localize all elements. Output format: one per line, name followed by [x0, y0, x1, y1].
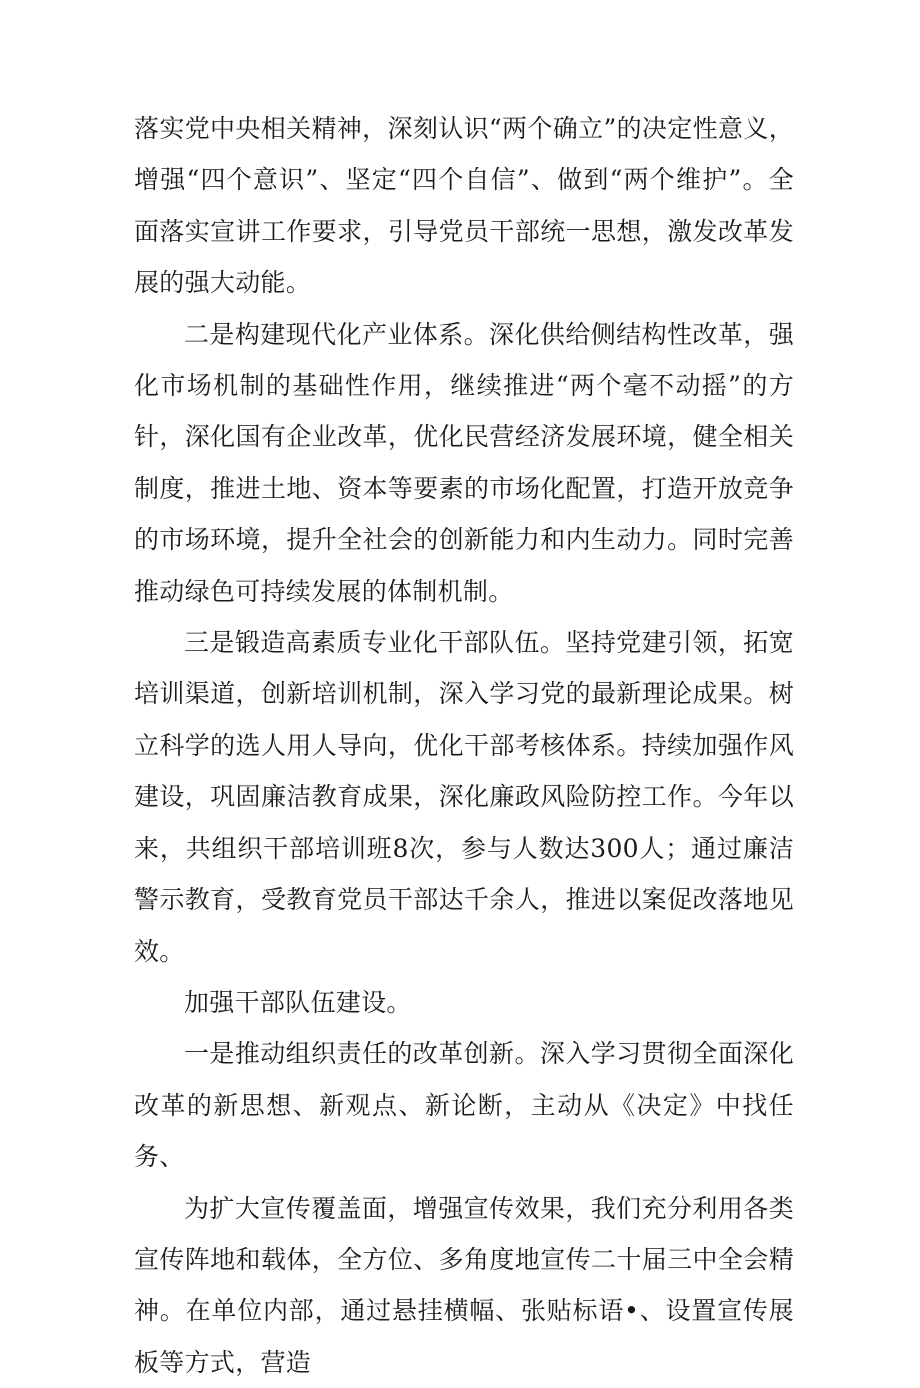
paragraph-publicity: 为扩大宣传覆盖面，增强宣传效果，我们充分利用各类宣传阵地和载体，全方位、多角度地宣传二十届三中全会精神。在单位内部，通过悬挂横幅、张贴标语•、设置宣传展板等方式，营造 [134, 1193, 794, 1377]
document-body [134, 103, 794, 1388]
paragraph-cadre-team: 三是锻造高素质专业化干部队伍。坚持党建引领，拓宽培训渠道，创新培训机制，深入学习党的最新理论成果。树立科学的选人用人导向，优化干部考核体系。持续加强作风建设，巩固廉洁教育成果，深化廉政风险防控工作。今年以来，共组织干部培训班8次，参与人数达300人；通过廉洁警示教育，受教育党员干部达千余人，推进以案促改落地见效。 [134, 628, 794, 966]
paragraph-heading-cadre-building: 加强干部队伍建设。 [184, 987, 412, 1017]
paragraph-industrial-system: 二是构建现代化产业体系。深化供给侧结构性改革，强化市场机制的基础性作用，继续推进“两个毫不动摇”的方针，深化国有企业改革，优化民营经济发展环境，健全相关制度，推进土地、资本等要素的市场化配置，打造开放竞争的市场环境，提升全社会的创新能力和内生动力。同时完善推动绿色可持续发展的体制机制。 [134, 319, 794, 606]
paragraph-continuation: 落实党中央相关精神，深刻认识“两个确立”的决定性意义，增强“四个意识”、坚定“四个自信”、做到“两个维护”。全面落实宣讲工作要求，引导党员干部统一思想，激发改革发展的强大动能。 [134, 114, 794, 298]
paragraph-organization-reform: 一是推动组织责任的改革创新。深入学习贯彻全面深化改革的新思想、新观点、新论断，主动从《决定》中找任务、 [134, 1039, 794, 1172]
